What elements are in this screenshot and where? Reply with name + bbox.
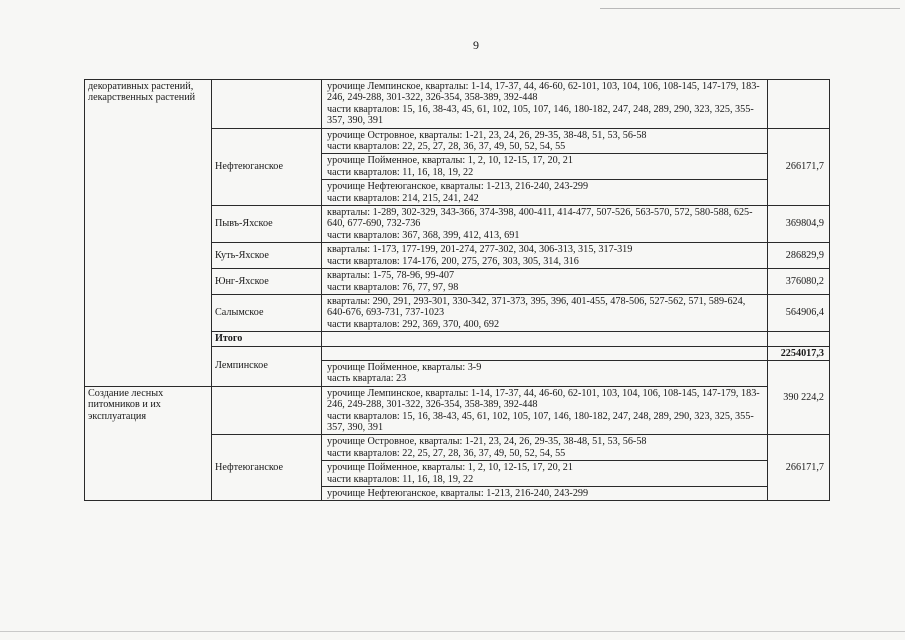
area-cell: 286829,9 bbox=[768, 243, 830, 269]
district-cell: Юнг-Яхское bbox=[212, 269, 322, 295]
purpose-text: декоративных растений, лекарственных растений bbox=[88, 81, 196, 104]
location-line: кварталы: 1-75, 78-96, 99-407 bbox=[327, 270, 455, 282]
location-cell bbox=[322, 346, 768, 360]
location-line: урочище Островное, кварталы: 1-21, 23, 24, 26, 29-35, 38-48, 51, 53, 56-58 bbox=[327, 436, 647, 448]
location-cell bbox=[322, 461, 768, 487]
location-line: урочище Лемпинское, кварталы: 1-14, 17-37, 44, 46-60, 62-101, 103, 104, 106, 108-145, 147-179, 183-246, 249-288, 301-322, 326-354, 358-389, 392-448 bbox=[327, 387, 760, 411]
location-line: урочище Нефтеюганское, кварталы: 1-213, 216-240, 243-299 bbox=[327, 488, 589, 499]
area-cell: 266171,7 bbox=[768, 435, 830, 501]
district-cell: Салымское bbox=[212, 294, 322, 331]
page-number: 9 bbox=[473, 38, 479, 52]
location-line: части кварталов: 11, 16, 18, 19, 22 bbox=[327, 166, 474, 178]
location-line: часть квартала: 23 bbox=[327, 373, 407, 385]
location-line: урочище Лемпинское, кварталы: 1-14, 17-37, 44, 46-60, 62-101, 103, 104, 106, 108-145, 147-179, 183-246, 249-288, 301-322, 326-354, 358-389, 392-448 bbox=[327, 81, 760, 104]
location-cell bbox=[322, 435, 768, 461]
area-cell: 564906,4 bbox=[768, 294, 830, 331]
location-line: части кварталов: 11, 16, 18, 19, 22 bbox=[327, 473, 474, 485]
area-cell: 266171,7 bbox=[768, 128, 830, 205]
location-cell bbox=[322, 360, 768, 386]
location-line: урочище Пойменное, кварталы: 1, 2, 10, 12-15, 17, 20, 21 bbox=[327, 155, 573, 167]
location-cell bbox=[322, 294, 768, 331]
district-cell: Лемпинское bbox=[212, 346, 322, 386]
district-cell: Нефтеюганское bbox=[212, 435, 322, 501]
area-cell bbox=[768, 332, 830, 346]
purpose-cell bbox=[85, 386, 212, 501]
district-cell bbox=[212, 386, 322, 435]
location-cell bbox=[322, 206, 768, 243]
location-line: части кварталов: 22, 25, 27, 28, 36, 37, 49, 50, 52, 54, 55 bbox=[327, 141, 566, 153]
location-line: кварталы: 1-289, 302-329, 343-366, 374-398, 400-411, 414-477, 507-526, 563-570, 572, 580-588, 625-640, 677-690, 732-736 bbox=[327, 207, 753, 230]
table-row bbox=[85, 80, 830, 129]
location-line: кварталы: 1-173, 177-199, 201-274, 277-302, 304, 306-313, 315, 317-319 bbox=[327, 244, 633, 256]
area-cell: 376080,2 bbox=[768, 269, 830, 295]
location-cell bbox=[322, 180, 768, 206]
area-cell: 369804,9 bbox=[768, 206, 830, 243]
area-cell bbox=[768, 80, 830, 129]
location-line: части кварталов: 15, 16, 38-43, 45, 61, 102, 105, 107, 146, 180-182, 247, 248, 289, 290, 323, 325, 355-357, 390, 391 bbox=[327, 103, 754, 127]
location-line: части кварталов: 214, 215, 241, 242 bbox=[327, 192, 479, 204]
location-cell bbox=[322, 386, 768, 435]
location-cell bbox=[322, 80, 768, 129]
location-line: урочище Нефтеюганское, кварталы: 1-213, 216-240, 243-299 bbox=[327, 181, 589, 193]
location-cell bbox=[322, 269, 768, 295]
location-line: урочище Пойменное, кварталы: 3-9 bbox=[327, 361, 482, 373]
purpose-text: Создание лесных питомников и их эксплуатация bbox=[88, 387, 164, 422]
district-cell: Нефтеюганское bbox=[212, 128, 322, 205]
scan-edge-line-bottom bbox=[0, 631, 905, 632]
location-cell bbox=[322, 487, 768, 501]
total-value: 2254017,3 bbox=[768, 346, 830, 360]
purpose-cell bbox=[85, 80, 212, 387]
location-line: урочище Пойменное, кварталы: 1, 2, 10, 12-15, 17, 20, 21 bbox=[327, 462, 573, 474]
forest-use-table bbox=[84, 79, 830, 501]
location-line: части кварталов: 76, 77, 97, 98 bbox=[327, 281, 459, 293]
location-line: части кварталов: 367, 368, 399, 412, 413, 691 bbox=[327, 229, 520, 241]
table-row bbox=[85, 386, 830, 435]
location-line: кварталы: 290, 291, 293-301, 330-342, 371-373, 395, 396, 401-455, 478-506, 527-562, 571, 589-624, 640-676, 693-731, 737-1023 bbox=[327, 295, 746, 319]
location-cell bbox=[322, 332, 768, 346]
area-cell: 390 224,2 bbox=[768, 360, 830, 434]
total-label: Итого bbox=[212, 332, 322, 346]
location-line: урочище Островное, кварталы: 1-21, 23, 24, 26, 29-35, 38-48, 51, 53, 56-58 bbox=[327, 129, 647, 141]
district-cell: Куть-Яхское bbox=[212, 243, 322, 269]
location-cell bbox=[322, 154, 768, 180]
district-cell: Пывъ-Яхское bbox=[212, 206, 322, 243]
district-cell bbox=[212, 80, 322, 129]
location-cell bbox=[322, 128, 768, 154]
location-line: части кварталов: 292, 369, 370, 400, 692 bbox=[327, 318, 500, 330]
location-line: части кварталов: 15, 16, 38-43, 45, 61, 102, 105, 107, 146, 180-182, 247, 248, 289, 290, 323, 325, 355-357, 390, 391 bbox=[327, 410, 754, 433]
location-line: части кварталов: 22, 25, 27, 28, 36, 37, 49, 50, 52, 54, 55 bbox=[327, 447, 566, 459]
scan-edge-line-top bbox=[600, 8, 900, 9]
location-cell bbox=[322, 243, 768, 269]
location-line: части кварталов: 174-176, 200, 275, 276, 303, 305, 314, 316 bbox=[327, 255, 579, 267]
